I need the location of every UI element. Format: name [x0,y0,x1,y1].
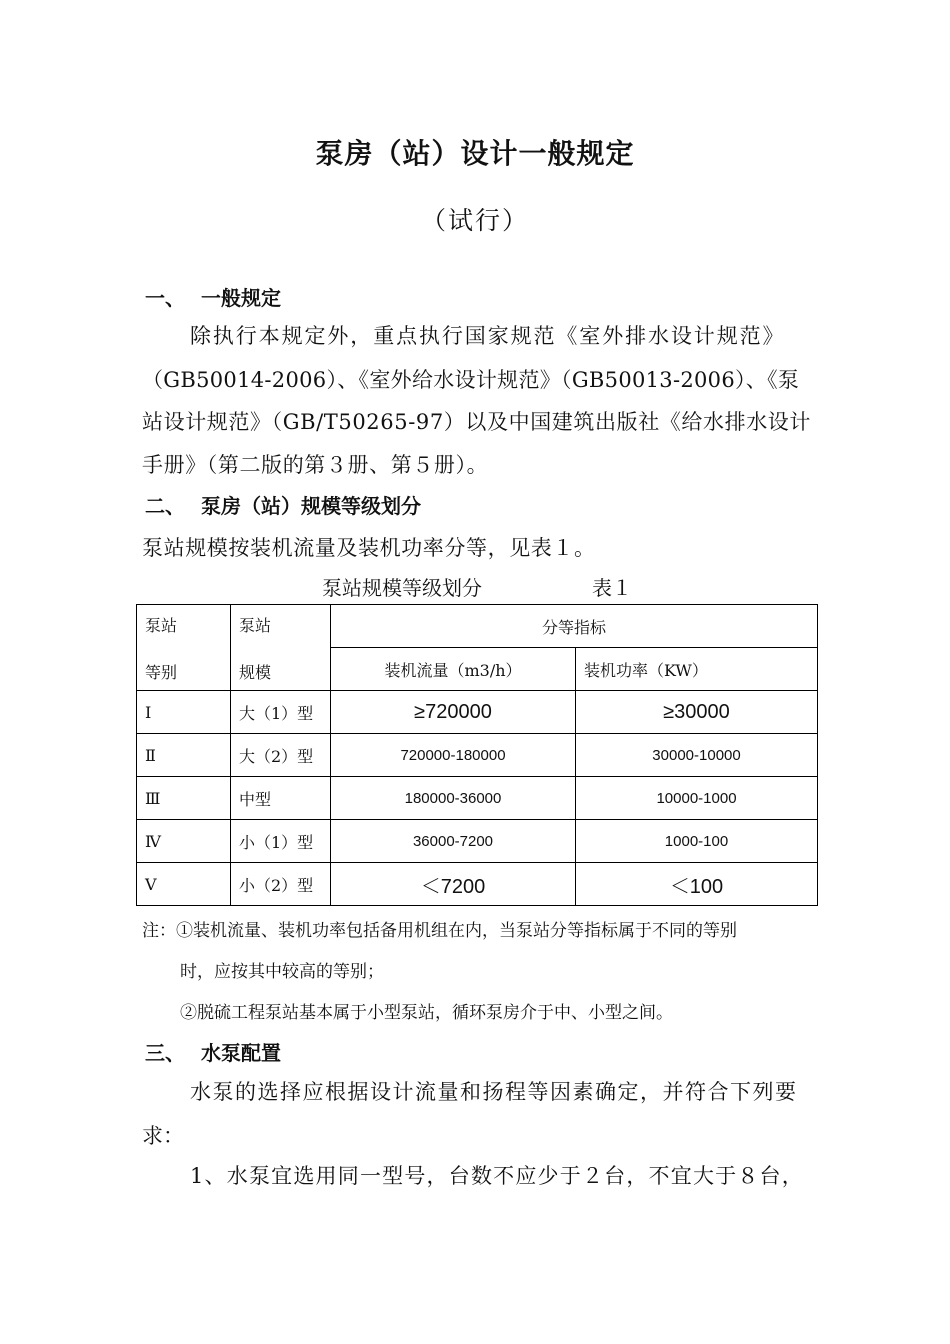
header-indicator-group: 分等指标 [331,605,818,648]
section2-intro: 泵站规模按装机流量及装机功率分等，见表１。 [142,536,596,560]
grade-cell: Ⅰ [137,691,231,734]
scale-cell: 小（1）型 [231,820,331,863]
header-power: 装机功率（KW） [576,648,818,691]
section1-line-4: 手册》（第二版的第３册、第５册）。 [142,453,489,477]
header-flow: 装机流量（m3/h） [331,648,576,691]
section2-number: 二、 [145,494,185,518]
grade-cell: Ⅴ [137,863,231,906]
flow-cell: 36000-7200 [331,820,576,863]
header-grade-line-2: 等别 [145,662,178,682]
scale-cell: 小（2）型 [231,863,331,906]
section1-line-3: 站设计规范》（GB/T50265-97）以及中国建筑出版社《给水排水设计 [142,410,812,434]
section1-heading: 一般规定 [201,286,281,310]
table-row [137,863,818,906]
header-grade-cell [137,605,231,691]
document-subtitle: （试行） [420,206,529,235]
header-grade-line-1: 泵站 [145,615,178,635]
table-row [137,777,818,820]
table-header-row-1 [137,605,818,648]
header-scale-cell [231,605,331,691]
scale-cell: 大（1）型 [231,691,331,734]
section3-heading: 水泵配置 [201,1041,281,1065]
section3-number: 三、 [145,1041,185,1065]
note-line-1: 注：①装机流量、装机功率包括备用机组在内，当泵站分等指标属于不同的等别 [142,921,737,941]
flow-cell: ＜7200 [331,863,576,906]
header-scale-line-1: 泵站 [239,615,272,635]
section3-line-2: 求： [142,1124,184,1148]
scale-cell: 中型 [231,777,331,820]
power-cell: 10000-1000 [576,777,818,820]
flow-cell: ≥720000 [331,691,576,734]
flow-cell: 180000-36000 [331,777,576,820]
table-row [137,734,818,777]
flow-cell: 720000-180000 [331,734,576,777]
note-line-3: ②脱硫工程泵站基本属于小型泵站，循环泵房介于中、小型之间。 [180,1003,673,1023]
grade-cell: Ⅲ [137,777,231,820]
table-number: 表１ [592,576,632,600]
power-cell: 1000-100 [576,820,818,863]
section1-line-2: （GB50014-2006）、《室外给水设计规范》（GB50013-2006）、《泵 [142,368,800,392]
table-caption: 泵站规模等级划分 [322,576,482,600]
scale-cell: 大（2）型 [231,734,331,777]
grade-cell: Ⅳ [137,820,231,863]
note-line-2: 时，应按其中较高的等别； [180,962,384,982]
section3-line-1: 水泵的选择应根据设计流量和扬程等因素确定，并符合下列要 [190,1080,798,1104]
pump-station-grade-table [136,604,818,906]
power-cell: ≥30000 [576,691,818,734]
table-row [137,820,818,863]
power-cell: ＜100 [576,863,818,906]
table-row [137,691,818,734]
section1-line-1: 除执行本规定外，重点执行国家规范《室外排水设计规范》 [190,324,786,348]
document-title: 泵房（站）设计一般规定 [315,137,635,170]
power-cell: 30000-10000 [576,734,818,777]
section2-heading: 泵房（站）规模等级划分 [201,494,421,518]
section3-line-3: 1、水泵宜选用同一型号，台数不应少于２台，不宜大于８台， [190,1164,804,1188]
grade-cell: Ⅱ [137,734,231,777]
section1-number: 一、 [145,286,185,310]
header-scale-line-2: 规模 [239,662,272,682]
